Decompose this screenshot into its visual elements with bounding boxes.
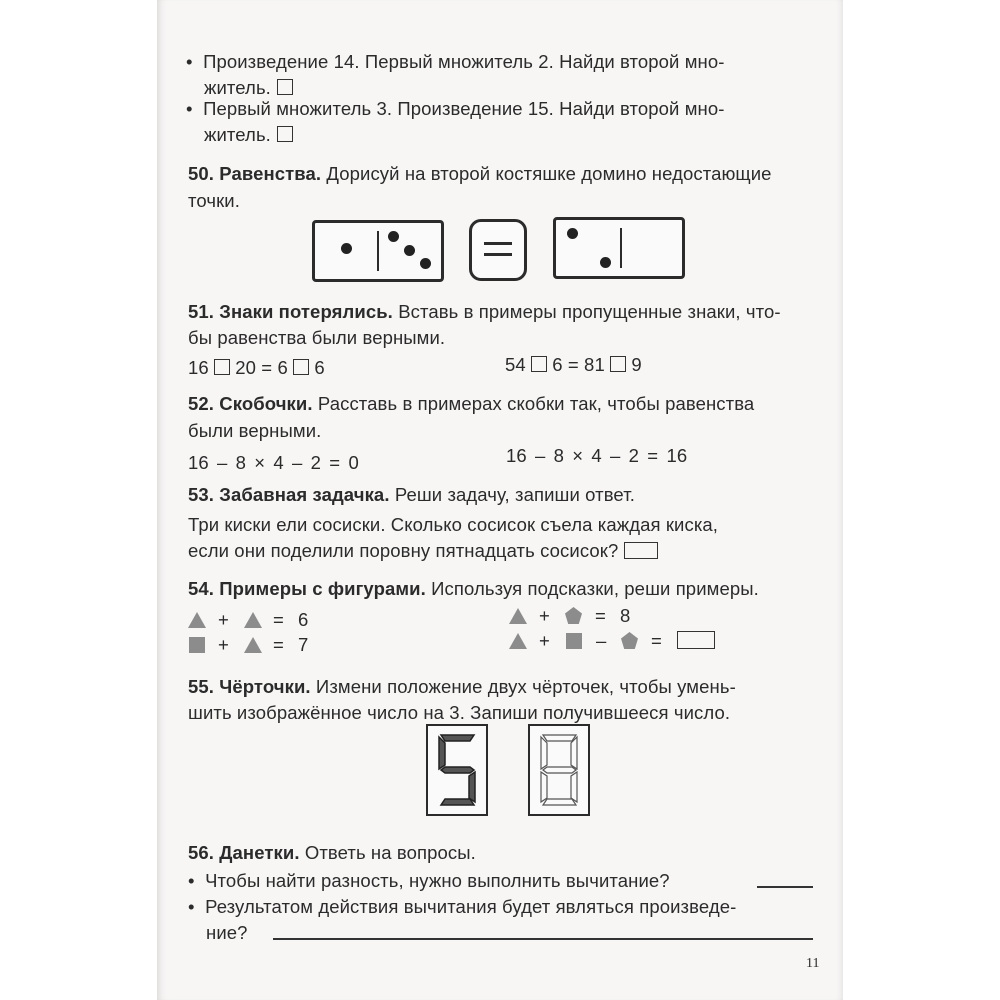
triangle-icon (509, 608, 527, 624)
exercise-title: 53. Забавная задачка. (188, 484, 390, 505)
hint-result: 6 (298, 609, 309, 630)
ex52-text-line2: были верными. (188, 420, 322, 441)
ex56-question-1 (188, 870, 670, 892)
ex49-bullet-1 (186, 51, 725, 73)
equals-sign: = (273, 609, 284, 630)
exercise-title: 55. Чёрточки. (188, 676, 311, 697)
equals-sign: = (651, 630, 662, 651)
domino-dot (341, 243, 352, 254)
domino-dot (404, 245, 415, 256)
ex49-b1-line2 (204, 77, 293, 99)
sign-box[interactable] (293, 359, 309, 375)
ex55-heading (188, 676, 736, 698)
ex51-text-line2: бы равенства были верными. (188, 327, 446, 348)
domino-divider (620, 228, 622, 268)
sign-box[interactable] (531, 356, 547, 372)
plus-sign: + (218, 634, 229, 655)
equals-bar (484, 242, 512, 245)
text: если они поделили поровну пятнадцать сосисок? (188, 540, 619, 561)
triangle-icon (509, 633, 527, 649)
plus-sign: + (539, 605, 550, 626)
equals-sign: = (595, 605, 606, 626)
equals-tile (469, 219, 527, 281)
exercise-text: Реши задачу, запиши ответ. (394, 484, 635, 505)
ex53-problem-line1: Три киски ели сосиски. Сколько сосисок съела каждая киска, (188, 514, 719, 535)
pentagon-icon (621, 632, 638, 649)
answer-line[interactable] (273, 938, 813, 940)
triangle-icon (188, 612, 206, 628)
ex53-problem-line2 (188, 540, 658, 562)
ex56-heading (188, 842, 476, 864)
square-icon (566, 633, 582, 649)
exercise-title: 54. Примеры с фигурами. (188, 578, 426, 599)
seven-segment-eight-icon (530, 726, 588, 814)
exercise-text: Расставь в примерах скобки так, чтобы равенства (317, 393, 755, 414)
ex50-text-line2: точки. (188, 190, 240, 211)
exercise-text: Дорисуй на второй костяшке домино недостающие (326, 163, 772, 184)
bullet (186, 98, 193, 119)
ex51-example-2 (505, 354, 642, 376)
seven-segment-five-icon (428, 726, 486, 814)
minus-sign: – (596, 630, 607, 651)
ex52-example-2[interactable]: 16 – 8 × 4 – 2 = 16 (506, 445, 688, 466)
ex51-example-1 (188, 357, 325, 379)
ex50-heading (188, 163, 772, 185)
exercise-text: Вставь в примеры пропущенные знаки, что- (398, 301, 781, 322)
domino-divider (377, 231, 379, 271)
ex49-b1-line1: Произведение 14. Первый множитель 2. Найди второй мно- (203, 51, 725, 72)
ex53-heading (188, 484, 635, 506)
answer-box[interactable] (277, 79, 293, 95)
square-icon (189, 637, 205, 653)
plus-sign: + (539, 630, 550, 651)
ex56-question-2 (188, 896, 736, 918)
answer-box[interactable] (624, 542, 658, 559)
domino-dot (420, 258, 431, 269)
domino-dot (600, 257, 611, 268)
ex54-heading (188, 578, 759, 600)
text: житель. (204, 124, 271, 145)
operand: 54 (505, 354, 526, 375)
ex56-q2-line2: ние? (206, 922, 248, 943)
plus-sign: + (218, 609, 229, 630)
ex52-example-1[interactable]: 16 – 8 × 4 – 2 = 0 (188, 452, 359, 473)
equals-bar (484, 253, 512, 256)
triangle-icon (244, 612, 262, 628)
domino-dot (388, 231, 399, 242)
domino-right[interactable] (553, 217, 685, 279)
ex55-text-line2: шить изображённое число на 3. Запиши получившееся число. (188, 702, 731, 723)
ex51-heading (188, 301, 781, 323)
ex49-bullet-2 (186, 98, 725, 120)
operand: 16 (188, 357, 209, 378)
sign-box[interactable] (610, 356, 626, 372)
exercise-title: 51. Знаки потерялись. (188, 301, 393, 322)
page-number: 11 (806, 956, 820, 971)
ex49-b2-line1: Первый множитель 3. Произведение 15. Найди второй мно- (203, 98, 725, 119)
ex49-b2-line2 (204, 124, 293, 146)
digit-display-eight[interactable] (528, 724, 590, 816)
domino-left (312, 220, 444, 282)
operand: 9 (631, 354, 642, 375)
bullet (186, 51, 193, 72)
hint-result: 7 (298, 634, 309, 655)
bullet (188, 870, 195, 891)
exercise-text: Ответь на вопросы. (304, 842, 476, 863)
operand: 6 = 81 (552, 354, 605, 375)
sign-box[interactable] (214, 359, 230, 375)
exercise-text: Измени положение двух чёрточек, чтобы умень- (315, 676, 736, 697)
ex52-heading (188, 393, 754, 415)
text: житель. (204, 77, 271, 98)
digit-display-five (426, 724, 488, 816)
answer-line[interactable] (757, 886, 813, 888)
pentagon-icon (565, 607, 582, 624)
exercise-title: 52. Скобочки. (188, 393, 313, 414)
equals-sign: = (273, 634, 284, 655)
operand: 20 = 6 (235, 357, 288, 378)
question-text: Результатом действия вычитания будет являться произведе- (205, 896, 737, 917)
exercise-title: 50. Равенства. (188, 163, 322, 184)
bullet (188, 896, 195, 917)
question-text: Чтобы найти разность, нужно выполнить вычитание? (205, 870, 670, 891)
triangle-icon (244, 637, 262, 653)
exercise-title: 56. Данетки. (188, 842, 300, 863)
operand: 6 (314, 357, 325, 378)
hint-result: 8 (620, 605, 631, 626)
exercise-text: Используя подсказки, реши примеры. (431, 578, 759, 599)
answer-box[interactable] (677, 631, 715, 649)
domino-dot (567, 228, 578, 239)
answer-box[interactable] (277, 126, 293, 142)
